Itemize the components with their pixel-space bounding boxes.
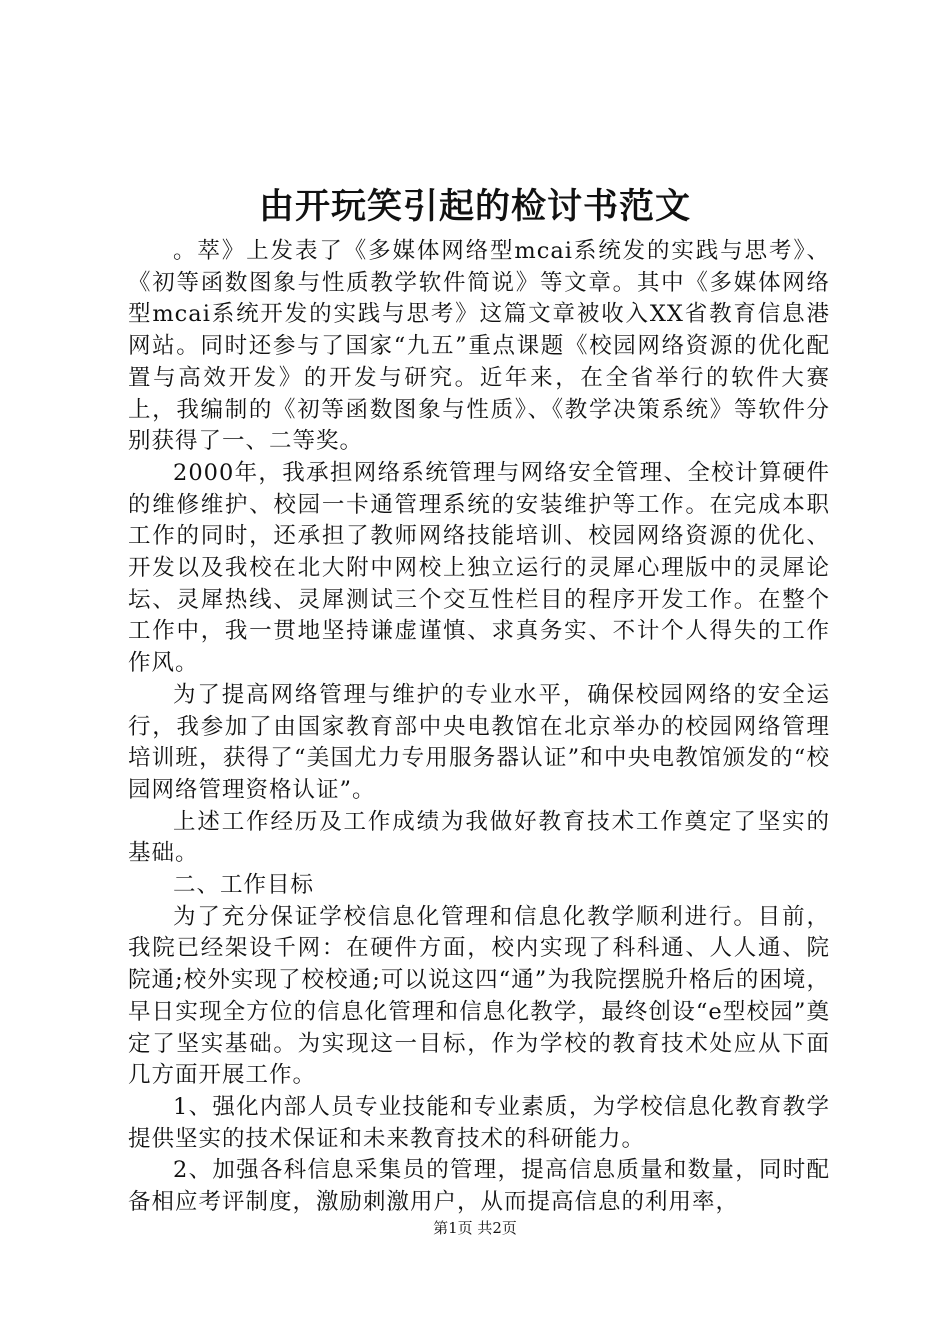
page-footer: 第1页 共2页 <box>433 1219 517 1237</box>
section-heading-goals: 二、工作目标 <box>173 872 315 899</box>
document-title: 由开玩笑引起的检讨书范文 <box>258 186 691 227</box>
list-item-1: 1、强化内部人员专业技能和专业素质，为学校信息化教育教学提供坚实的技术保证和未来教育技术的科研能力。 <box>128 1093 830 1152</box>
document-body <box>128 236 830 1219</box>
paragraph-publications: 。萃》上发表了《多媒体网络型mcai系统发的实践与思考》、《初等函数图象与性质教学软件简说》等文章。其中《多媒体网络型mcai系统开发的实践与思考》这篇文章被收入XX省教育信息港网站。同时还参与了国家“九五”重点课题《校园网络资源的优化配置与高效开发》的开发与研究。近年来，在全省举行的软件大赛上，我编制的《初等函数图象与性质》、《教学决策系统》等软件分别获得了一、二等奖。 <box>128 238 830 455</box>
paragraph-goals: 为了充分保证学校信息化管理和信息化教学顺利进行。目前，我院已经架设千网：在硬件方面，校内实现了科科通、人人通、院院通;校外实现了校校通;可以说这四“通”为我院摆脱升格后的困境，早日实现全方位的信息化管理和信息化教学，最终创设“e型校园”奠定了坚实基础。为实现这一目标，作为学校的教育技术处应从下面几方面开展工作。 <box>128 903 830 1089</box>
paragraph-training: 为了提高网络管理与维护的专业水平，确保校园网络的安全运行，我参加了由国家教育部中央电教馆在北京举办的校园网络管理培训班，获得了“美国尤力专用服务器认证”和中央电教馆颁发的“校园网络管理资格认证”。 <box>128 681 830 803</box>
list-item-2: 2、加强各科信息采集员的管理，提高信息质量和数量，同时配备相应考评制度，激励刺激用户，从而提高信息的利用率， <box>128 1157 830 1216</box>
paragraph-network-work: 2000年，我承担网络系统管理与网络安全管理、全校计算硬件的维修维护、校园一卡通管理系统的安装维护等工作。在完成本职工作的同时，还承担了教师网络技能培训、校园网络资源的优化、开发以及我校在北大附中网校上独立运行的灵犀心理版中的灵犀论坛、灵犀热线、灵犀测试三个交互性栏目的程序开发工作。在整个工作中，我一贯地坚持谦虚谨慎、求真务实、不计个人得失的工作作风。 <box>128 459 830 677</box>
paragraph-foundation: 上述工作经历及工作成绩为我做好教育技术工作奠定了坚实的基础。 <box>128 808 830 867</box>
